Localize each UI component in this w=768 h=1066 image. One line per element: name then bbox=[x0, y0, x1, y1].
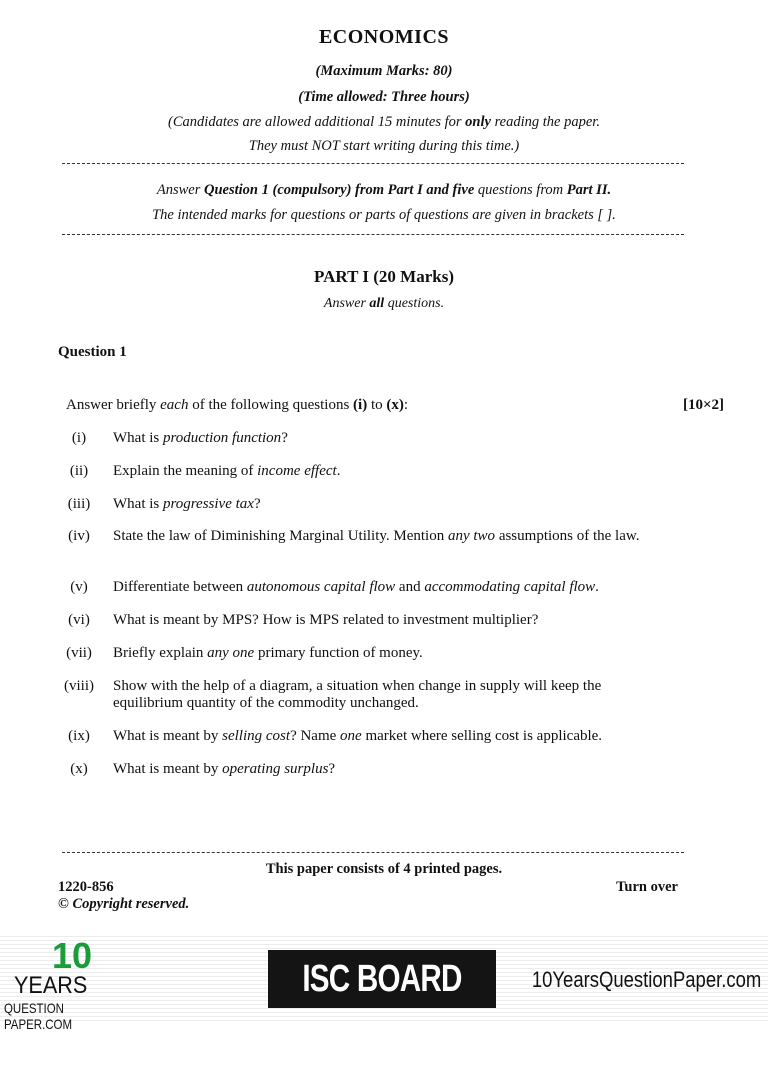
question-heading: Question 1 bbox=[58, 344, 127, 360]
divider bbox=[62, 163, 684, 164]
instruction-line-2: The intended marks for questions or parts of questions are given in brackets [ ]. bbox=[152, 207, 616, 223]
question-intro: Answer briefly each of the following questions (i) to (x): bbox=[66, 397, 409, 413]
question-item-number: (ix) bbox=[68, 728, 90, 744]
paper-code: 1220-856 bbox=[58, 879, 114, 895]
board-label: ISC BOARD XII bbox=[268, 950, 496, 1008]
logo-years: YEARS bbox=[14, 972, 88, 999]
part-subtitle: Answer all questions. bbox=[323, 296, 445, 311]
question-item-text: What is meant by selling cost? Name one market where selling cost is applicable. bbox=[113, 728, 603, 744]
question-item-text: What is production function? bbox=[113, 430, 288, 446]
question-item-number: (vii) bbox=[66, 645, 92, 661]
pages-note: This paper consists of 4 printed pages. bbox=[265, 861, 503, 877]
divider bbox=[62, 234, 684, 235]
instruction-line-1: Answer Question 1 (compulsory) from Part I and five questions from Part II. bbox=[156, 182, 612, 198]
question-item-number: (iv) bbox=[68, 528, 90, 544]
reading-note-1: (Candidates are allowed additional 15 minutes for only reading the paper. bbox=[168, 114, 600, 130]
logo-site: QUESTION PAPER.COM bbox=[4, 1000, 73, 1032]
site-logo[interactable] bbox=[0, 935, 150, 1032]
logo-number: 10 bbox=[52, 935, 93, 976]
part-title: PART I (20 Marks) bbox=[314, 267, 454, 286]
question-item-text: What is meant by MPS? How is MPS related to investment multiplier? bbox=[113, 612, 539, 628]
reading-note-2: They must NOT start writing during this time.) bbox=[248, 138, 520, 154]
question-item-number: (vi) bbox=[68, 612, 90, 628]
paper-subject: ECONOMICS bbox=[318, 26, 450, 48]
question-item-number: (viii) bbox=[64, 678, 94, 694]
question-marks: [10×2] bbox=[682, 397, 724, 413]
question-item-text: Differentiate between autonomous capital flow and accommodating capital flow. bbox=[113, 579, 599, 595]
question-item-number: (v) bbox=[70, 579, 88, 595]
question-item-text: Show with the help of a diagram, a situation when change in supply will keep the equilibrium quantity of the commodity unchanged. bbox=[113, 678, 602, 711]
site-link[interactable]: 10YearsQuestionPaper.com bbox=[531, 967, 762, 992]
question-item-number: (ii) bbox=[69, 463, 89, 479]
question-item-text: Explain the meaning of income effect. bbox=[113, 463, 341, 479]
time-allowed: (Time allowed: Three hours) bbox=[298, 89, 470, 105]
question-item-number: (iii) bbox=[67, 496, 91, 512]
divider bbox=[62, 852, 684, 853]
question-item-text: Briefly explain any one primary function of money. bbox=[113, 645, 423, 661]
copyright-note: © Copyright reserved. bbox=[58, 896, 190, 912]
question-item-number: (i) bbox=[71, 430, 87, 446]
promo-banner bbox=[0, 935, 768, 1058]
question-item-text: What is progressive tax? bbox=[113, 496, 261, 512]
question-item-text: What is meant by operating surplus? bbox=[113, 761, 336, 777]
turn-over: Turn over bbox=[616, 879, 678, 895]
question-item-text: State the law of Diminishing Marginal Utility. Mention any two assumptions of the law. bbox=[113, 528, 640, 544]
question-item-number: (x) bbox=[70, 761, 88, 777]
max-marks: (Maximum Marks: 80) bbox=[315, 63, 453, 79]
